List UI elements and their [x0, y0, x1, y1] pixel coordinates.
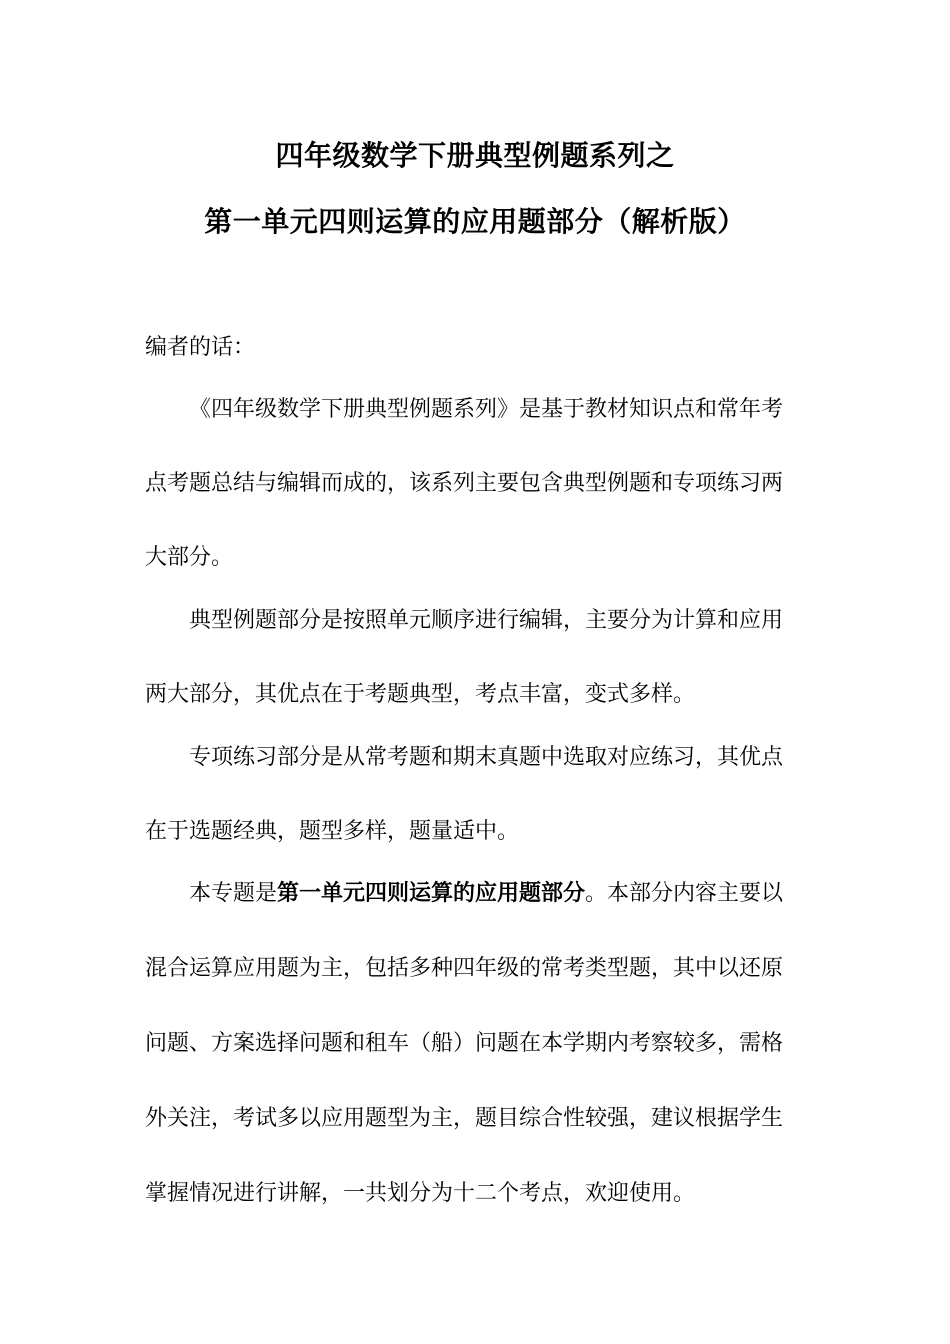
paragraph-4-tail: 。本部分内容主要以	[585, 881, 784, 906]
paragraph-4-bold-topic: 第一单元四则运算的应用题部分	[277, 881, 586, 906]
paragraph-4-line-2: 混合运算应用题为主，包括多种四年级的常考类型题，其中以还原	[145, 956, 784, 981]
paragraph-4-line-4: 外关注，考试多以应用题型为主，题目综合性较强，建议根据学生	[145, 1106, 784, 1131]
paragraph-2-line-2: 两大部分，其优点在于考题典型，考点丰富，变式多样。	[145, 682, 696, 707]
paragraph-4-line-3: 问题、方案选择问题和租车（船）问题在本学期内考察较多，需格	[145, 1031, 784, 1056]
paragraph-1-line-2: 点考题总结与编辑而成的，该系列主要包含典型例题和专项练习两	[145, 471, 784, 496]
paragraph-1-line-1: 《四年级数学下册典型例题系列》是基于教材知识点和常年考	[189, 397, 784, 422]
paragraph-3-line-1: 专项练习部分是从常考题和期末真题中选取对应练习，其优点	[189, 745, 784, 770]
paragraph-1-line-3: 大部分。	[145, 545, 234, 570]
paragraph-3-line-2: 在于选题经典，题型多样，题量适中。	[145, 819, 520, 844]
editor-label: 编者的话：	[145, 335, 256, 360]
document-title-line-1: 四年级数学下册典型例题系列之	[275, 139, 675, 172]
paragraph-2-line-1: 典型例题部分是按照单元顺序进行编辑，主要分为计算和应用	[189, 608, 784, 633]
paragraph-4-lead: 本专题是	[189, 881, 278, 906]
document-title-line-2: 第一单元四则运算的应用题部分（解析版）	[204, 205, 746, 238]
paragraph-4-line-5: 掌握情况进行讲解，一共划分为十二个考点，欢迎使用。	[145, 1181, 696, 1206]
paragraph-4-line-1	[189, 879, 795, 909]
